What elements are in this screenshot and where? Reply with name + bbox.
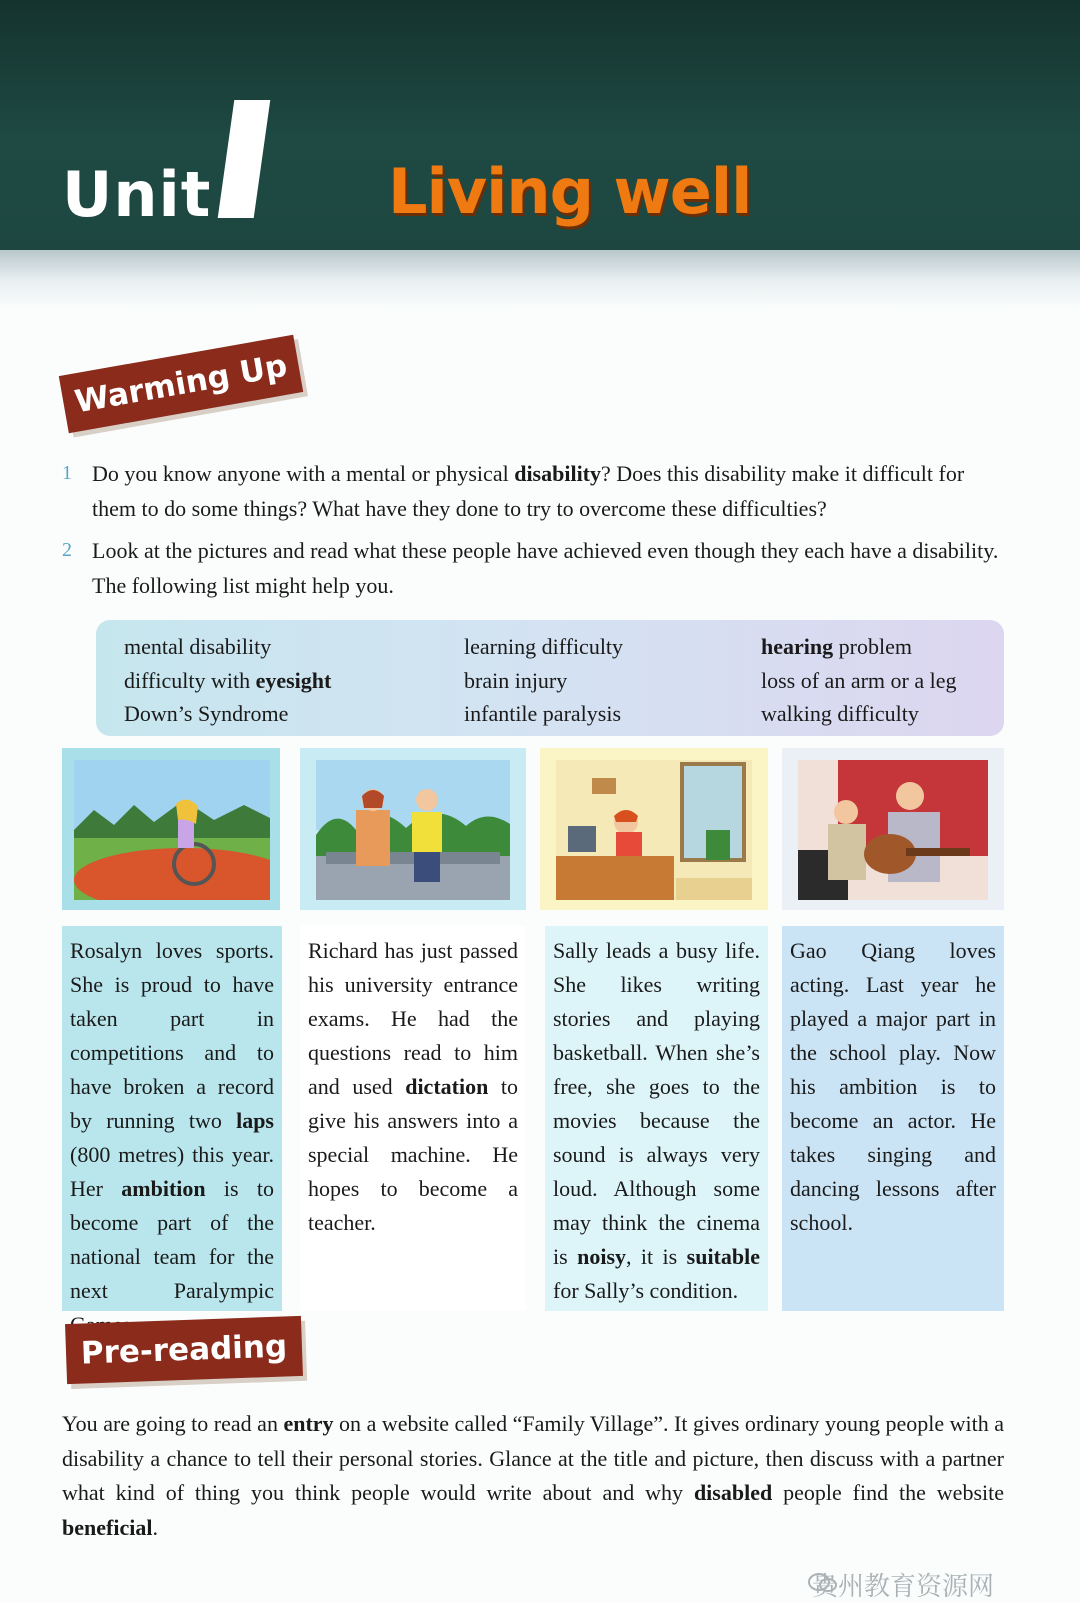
vocabulary-item [464,697,623,731]
bold-keyword: noisy [577,1244,627,1269]
text-run: Do you know anyone with a mental or physical [92,461,515,486]
vocabulary-item [464,664,623,698]
unit-title: Living well [388,155,752,228]
bold-keyword: beneficial [62,1514,153,1540]
bold-keyword: disabled [693,1480,773,1505]
text-run: Sally leads a busy life. She likes writing stories and playing basketball. When she’s free, she goes to the movies because the sound is always very loud. Although some may think the cinema is [553,938,760,1269]
text-run: difficulty with [124,667,256,693]
vocabulary-item [124,697,331,731]
question-number: 2 [62,539,72,561]
text-run: learning difficulty [464,634,624,659]
bold-keyword: entry [283,1411,334,1436]
bold-keyword: ambition [121,1176,206,1201]
vocabulary-column [464,630,623,731]
bold-keyword: dictation [405,1074,489,1099]
text-run: problem [833,634,912,659]
bold-keyword: eyesight [255,667,332,693]
story-card-sally [545,926,768,1311]
vocabulary-item [124,630,331,664]
question-1 [62,456,1012,526]
question-number: 1 [62,462,72,484]
bold-keyword: hearing [761,634,834,659]
text-run: mental disability [124,634,272,659]
text-run: Gao Qiang loves acting. Last year he played a major part in the school play. Now his ambition is to become an actor. He takes singing and dancing lessons after school. [790,938,996,1235]
vocabulary-item [464,630,623,664]
watermark: 贵州教育资源网 [812,1572,995,1602]
vocabulary-box [96,620,1004,736]
text-run: for Sally’s condition. [553,1278,739,1303]
pre-reading-banner: Pre-reading [65,1316,303,1384]
story-card-gao-qiang [782,926,1004,1311]
text-run: brain injury [464,667,568,693]
question-2 [62,533,1012,603]
text-run: (800 metres) this year. Her [70,1142,274,1201]
text-run: walking difficulty [761,701,919,726]
text-run: infantile paralysis [464,701,622,726]
text-run: Look at the pictures and read what these people have achieved even though they each have a disability. The following list might help you. [92,538,999,598]
text-run: ? Does this disability make it difficult for them to do some things? What have they done to try to overcome these difficulties? [92,461,965,521]
text-run: on a website called “Family Village”. It gives ordinary young people with a disability a chance to tell their personal stories. Glance at the title and picture, then discuss with a partner what kind of thing you think people would write about and why [62,1411,1004,1505]
text-run: , it is [626,1244,687,1269]
pre-reading-text [62,1407,1004,1545]
text-run: to give his answers into a special machine. He hopes to become a teacher. [308,1074,518,1235]
text-run: Richard has just passed his university entrance exams. He had the questions read to him and used [308,938,518,1099]
wheelchair-athlete-illustration [74,760,270,900]
girl-writing-at-desk-illustration [556,760,752,900]
vocabulary-item [761,630,957,664]
text-run: is to become part of the national team for the next Paralympic [70,1176,274,1303]
boys-playing-guitar-illustration [798,760,988,900]
story-card-rosalyn [62,926,282,1311]
question-text [92,456,1012,526]
question-text [92,533,1012,603]
text-run: people find the website [772,1480,1004,1505]
text-run: loss of an arm or a leg [761,667,957,693]
header-fade [0,250,1080,310]
vocabulary-column [761,630,957,731]
text-run: You are going to read an [62,1411,284,1436]
vocabulary-item [761,664,957,698]
text-run: Down’s Syndrome [124,701,289,726]
vocabulary-column [124,630,331,731]
story-card-richard [300,926,526,1311]
bold-keyword: suitable [686,1244,760,1269]
bold-keyword: disability [514,461,602,486]
two-boys-on-bench-illustration [316,760,510,900]
vocabulary-item [124,664,331,698]
vocabulary-item [761,697,957,731]
warming-up-banner: Warming Up [59,335,303,433]
text-run: Rosalyn loves sports. She is proud to have taken part in competitions and to have broken a record by running two [70,938,274,1133]
text-run: . [152,1514,158,1540]
unit-label: Unit [62,158,212,231]
bold-keyword: laps [236,1108,274,1133]
